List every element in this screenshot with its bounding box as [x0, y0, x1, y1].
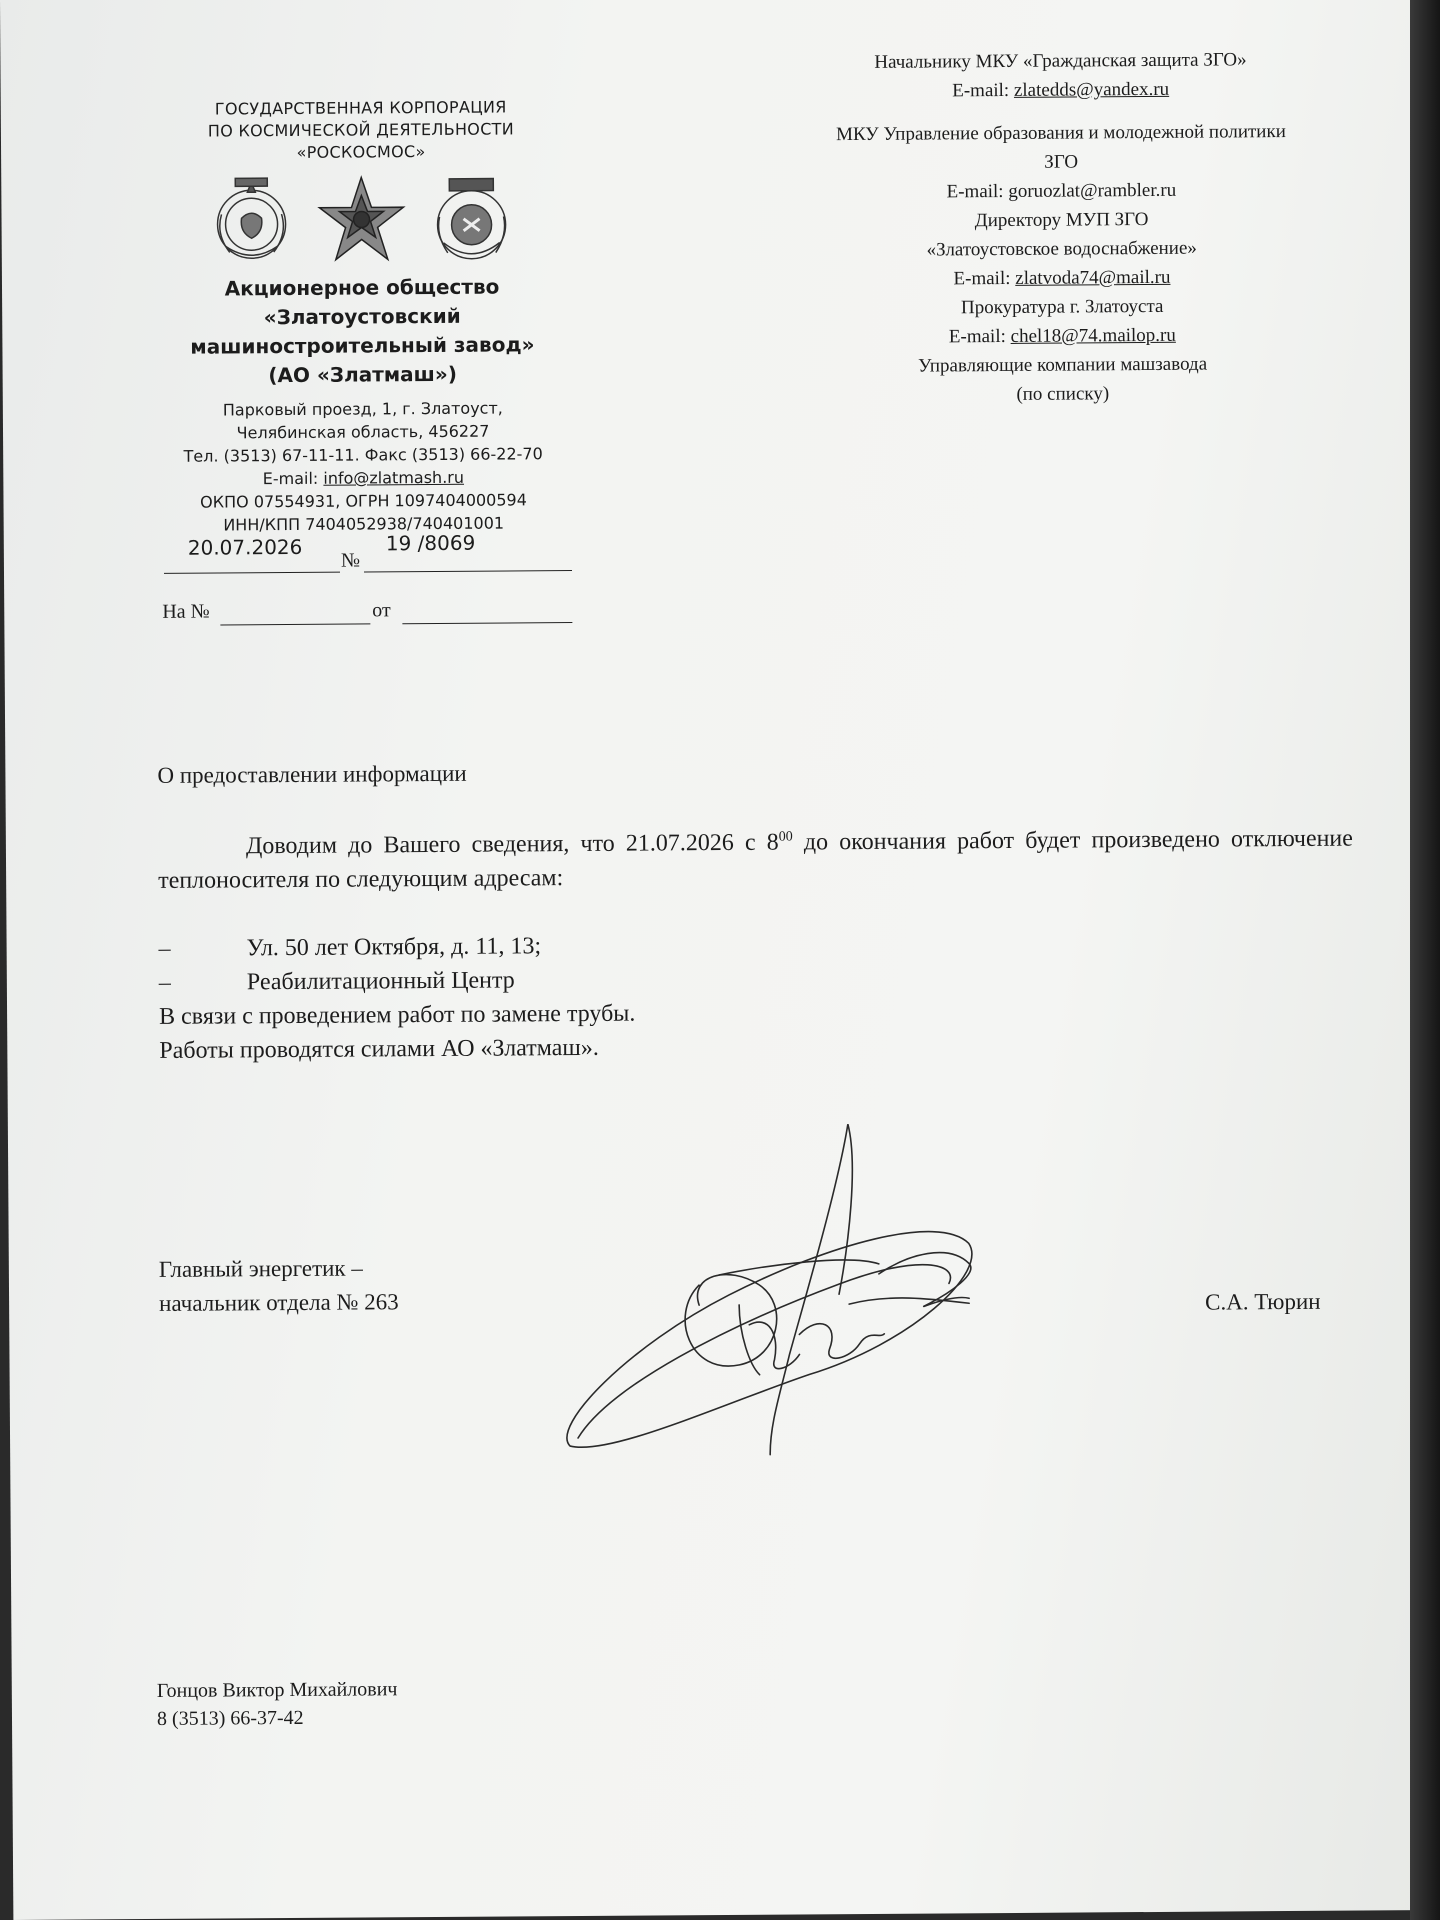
address-line: Парковый проезд, 1, г. Златоуст, [222, 398, 503, 420]
emblems-row [151, 172, 572, 267]
signatory-name: С.А. Тюрин [1205, 1288, 1321, 1315]
recipient-line: МКУ Управление образования и молодежной политики [835, 121, 1286, 146]
corp-line: ГОСУДАРСТВЕННАЯ КОРПОРАЦИЯ [214, 97, 507, 119]
corp-line: ПО КОСМИЧЕСКОЙ ДЕЯТЕЛЬНОСТИ [207, 119, 515, 141]
email-label: E-mail: [262, 468, 324, 489]
recipient-line: Директору МУП ЗГО [974, 208, 1149, 232]
corp-line: «РОСКОСМОС» [296, 142, 426, 162]
email-label: E-mail: [948, 325, 1011, 348]
okpo-ogrn: ОКПО 07554931, ОГРН 1097404000594 [200, 490, 527, 512]
company-email-line [153, 465, 573, 491]
body-paragraph [158, 817, 1353, 898]
registration-date: 20.07.2026 [187, 534, 303, 560]
company-short-name: (АО «Златмаш») [268, 361, 458, 388]
email-label: E-mail: [946, 180, 1009, 203]
recipients-block [780, 45, 1343, 411]
phone-fax: Тел. (3513) 67-11-11. Факс (3513) 66-22-70 [183, 444, 543, 466]
recipient-line: (по списку) [1016, 383, 1110, 405]
date-underline [164, 572, 340, 574]
time-superscript: 00 [778, 829, 793, 845]
order-of-lenin-icon [205, 174, 298, 267]
body-line: В связи с проведением работ по замене трубы. [159, 1000, 636, 1030]
email-label: E-mail: [952, 79, 1014, 102]
signatory-position [159, 1251, 399, 1321]
body-line: Работы проводятся силами АО «Златмаш». [159, 1034, 599, 1064]
recipient-email[interactable]: chel18@74.mailop.ru [1010, 324, 1176, 347]
executor-block [157, 1675, 398, 1733]
dash: – [158, 935, 171, 962]
number-underline [364, 570, 572, 572]
para-text: Доводим до Вашего сведения, что 21.07.2026 с 8 [245, 829, 779, 860]
address-text: Ул. 50 лет Октября, д. 11, 13; [246, 933, 542, 962]
letter-body [158, 817, 1355, 1068]
recipient-email[interactable]: zlatvoda74@mail.ru [1015, 266, 1171, 289]
company-name-line: Акционерное общество [224, 274, 500, 301]
ref-label: На № [162, 600, 210, 623]
recipient-email-line [781, 175, 1341, 208]
recipient-line: Управляющие компании машзавода [917, 353, 1208, 377]
cccp-order-icon [425, 172, 518, 265]
executor-name: Гонцов Виктор Михайлович [156, 1678, 398, 1702]
recipient-email-line [781, 74, 1341, 107]
dash: – [158, 969, 171, 996]
number-sign: № [340, 549, 361, 572]
recipient-email: goruozlat@rambler.ru [1008, 179, 1177, 202]
recipient-email-line [782, 262, 1342, 295]
recipient-line: Начальнику МКУ «Гражданская защита ЗГО» [874, 49, 1247, 73]
recipient-line: «Златоустовское водоснабжение» [926, 237, 1197, 261]
background-edge [1410, 0, 1440, 1920]
handwritten-signature [548, 1123, 1050, 1466]
position-line: начальник отдела № 263 [159, 1289, 399, 1316]
from-label: от [372, 599, 391, 622]
address-line: Челябинская область, 456227 [236, 421, 490, 443]
letter-subject: О предоставлении информации [157, 760, 467, 788]
letterhead [151, 96, 574, 537]
company-name-line: машиностроительный завод» [190, 332, 535, 359]
executor-phone: 8 (3513) 66-37-42 [156, 1706, 304, 1730]
recipient-line: Прокуратура г. Златоуста [960, 295, 1164, 319]
star-order-icon [315, 173, 408, 266]
ref-underline [220, 623, 370, 625]
inn-kpp: ИНН/КПП 7404052938/740401001 [223, 513, 505, 535]
para-text: до окончания работ будет произведено отключение теплоносителя по следующим адресам: [158, 825, 1353, 894]
position-line: Главный энергетик – [158, 1255, 363, 1282]
address-text: Реабилитационный Центр [246, 967, 515, 996]
recipient-email[interactable]: zlatedds@yandex.ru [1013, 78, 1170, 101]
company-name-line: «Златоустовский [263, 303, 461, 330]
company-email[interactable]: info@zlatmash.ru [323, 467, 465, 488]
email-label: E-mail: [953, 267, 1016, 290]
recipient-line: ЗГО [1044, 151, 1079, 173]
registration-number: 19 /8069 [385, 530, 476, 556]
recipient-email-line [782, 320, 1342, 353]
from-underline [402, 622, 572, 624]
